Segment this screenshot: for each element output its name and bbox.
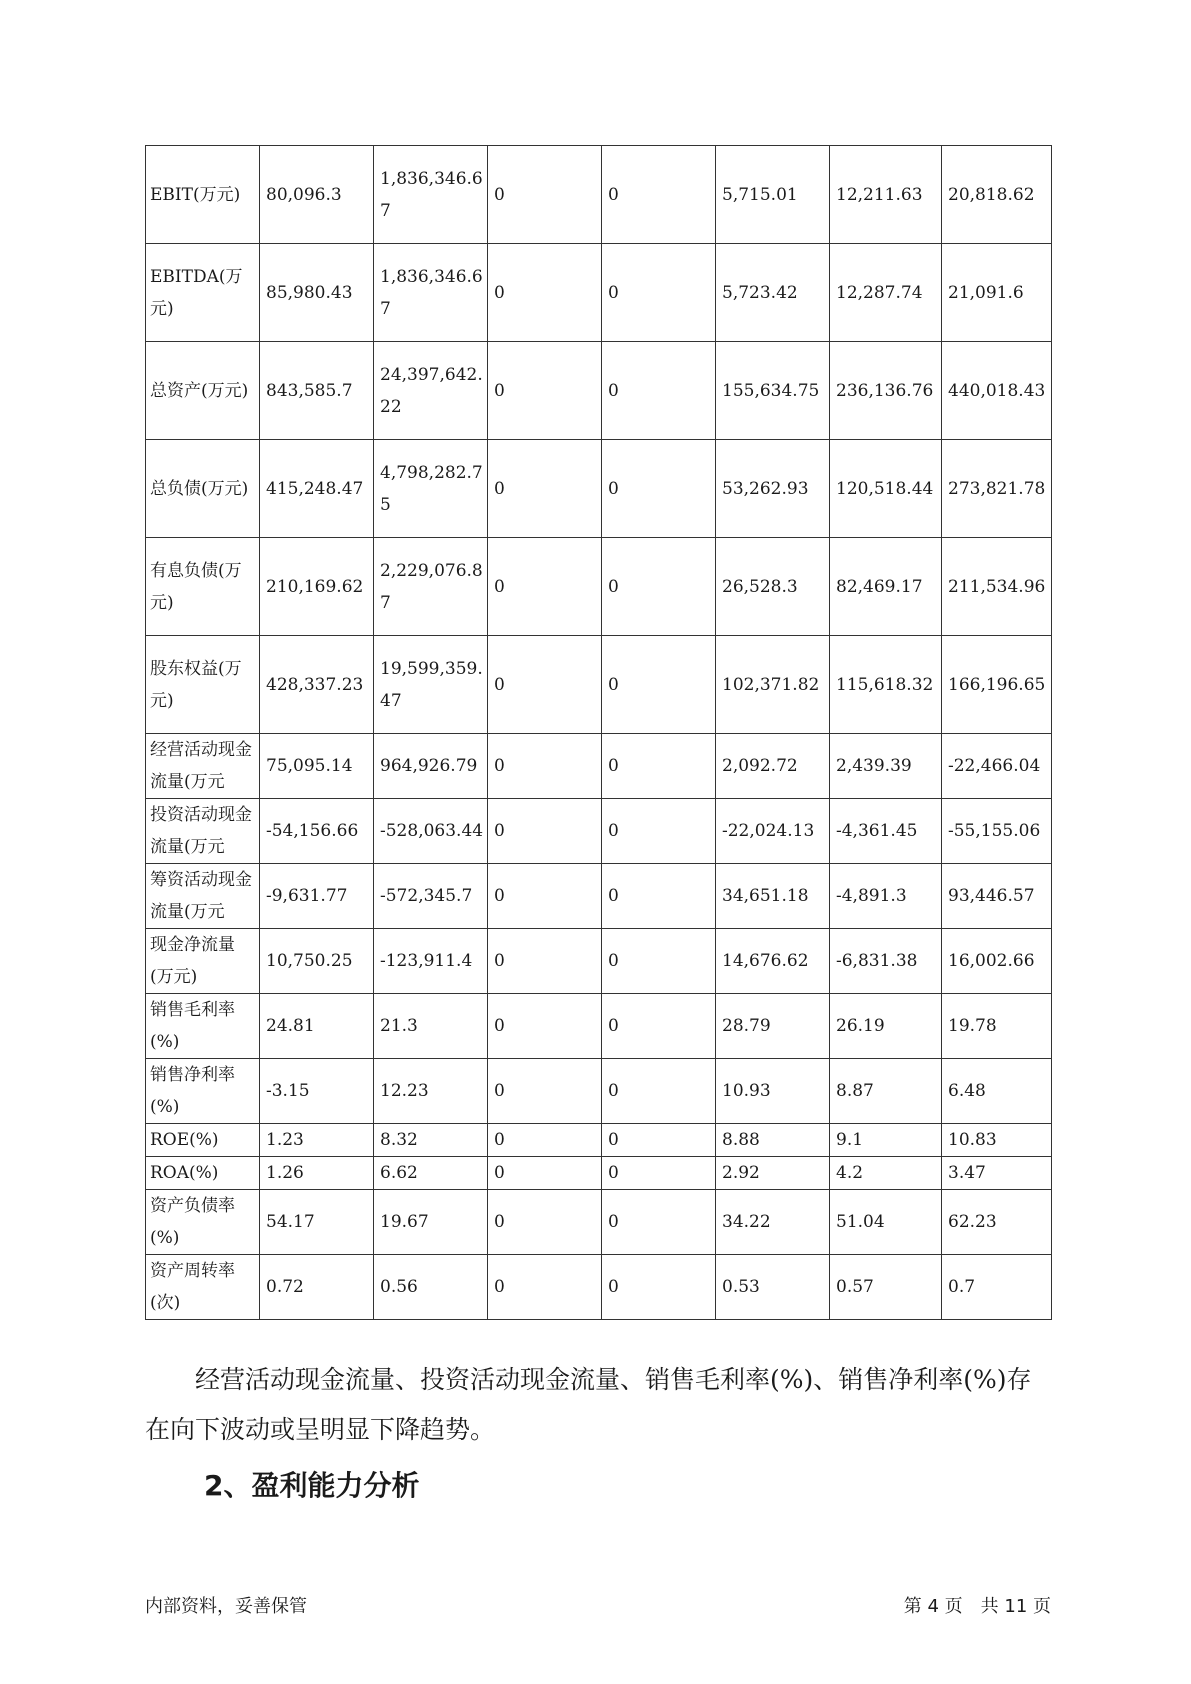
row-label: 销售净利率(%)	[146, 1059, 260, 1124]
row-label: 资产负债率(%)	[146, 1190, 260, 1255]
table-cell: -3.15	[260, 1059, 374, 1124]
table-cell: 0	[488, 994, 602, 1059]
row-label: 经营活动现金流量(万元	[146, 734, 260, 799]
table-cell: 964,926.79	[374, 734, 488, 799]
table-cell: 85,980.43	[260, 244, 374, 342]
table-cell: 120,518.44	[830, 440, 942, 538]
table-row	[146, 864, 1052, 929]
footer-page-number: 第 4 页 共 11 页	[903, 1596, 1051, 1617]
table-cell: -9,631.77	[260, 864, 374, 929]
table-cell: 0	[488, 1124, 602, 1157]
table-cell: 0	[488, 734, 602, 799]
row-label: 现金净流量(万元)	[146, 929, 260, 994]
table-cell: -55,155.06	[942, 799, 1052, 864]
table-cell: -4,361.45	[830, 799, 942, 864]
table-cell: -22,466.04	[942, 734, 1052, 799]
table-cell: 1,836,346.67	[374, 146, 488, 244]
table-cell: 21,091.6	[942, 244, 1052, 342]
section-heading: 2、盈利能力分析	[204, 1469, 420, 1502]
table-cell: 0	[602, 929, 716, 994]
table-cell: 26.19	[830, 994, 942, 1059]
table-row	[146, 929, 1052, 994]
row-label: 资产周转率(次)	[146, 1255, 260, 1320]
table-cell: -4,891.3	[830, 864, 942, 929]
table-cell: -528,063.44	[374, 799, 488, 864]
table-cell: 0	[602, 1059, 716, 1124]
table-cell: -22,024.13	[716, 799, 830, 864]
table-cell: 8.88	[716, 1124, 830, 1157]
table-cell: 0	[488, 799, 602, 864]
table-cell: 0	[602, 244, 716, 342]
table-cell: 0.72	[260, 1255, 374, 1320]
table-row	[146, 799, 1052, 864]
table-cell: 6.48	[942, 1059, 1052, 1124]
table-row	[146, 244, 1052, 342]
financial-indicators-table	[145, 145, 1052, 1320]
table-row	[146, 994, 1052, 1059]
table-cell: 0.7	[942, 1255, 1052, 1320]
table-cell: 14,676.62	[716, 929, 830, 994]
table-cell: 440,018.43	[942, 342, 1052, 440]
table-row	[146, 146, 1052, 244]
table-cell: 0	[602, 799, 716, 864]
table-cell: 0	[602, 994, 716, 1059]
table-cell: 155,634.75	[716, 342, 830, 440]
table-row	[146, 734, 1052, 799]
table-cell: 0	[488, 1059, 602, 1124]
table-cell: 20,818.62	[942, 146, 1052, 244]
table-cell: 115,618.32	[830, 636, 942, 734]
table-cell: -572,345.7	[374, 864, 488, 929]
table-cell: 210,169.62	[260, 538, 374, 636]
row-label: 筹资活动现金流量(万元	[146, 864, 260, 929]
table-cell: -6,831.38	[830, 929, 942, 994]
table-row	[146, 1059, 1052, 1124]
table-cell: 19,599,359.47	[374, 636, 488, 734]
table-cell: 3.47	[942, 1157, 1052, 1190]
table-cell: 0	[488, 864, 602, 929]
row-label: 总负债(万元)	[146, 440, 260, 538]
table-cell: 0	[488, 146, 602, 244]
table-cell: 82,469.17	[830, 538, 942, 636]
table-cell: 0	[488, 1190, 602, 1255]
table-row	[146, 1124, 1052, 1157]
table-cell: 415,248.47	[260, 440, 374, 538]
table-cell: 273,821.78	[942, 440, 1052, 538]
table-row	[146, 538, 1052, 636]
table-cell: 2,092.72	[716, 734, 830, 799]
table-cell: 102,371.82	[716, 636, 830, 734]
table-cell: 1,836,346.67	[374, 244, 488, 342]
footer-confidential-note: 内部资料，妥善保管	[145, 1596, 307, 1617]
table-cell: -54,156.66	[260, 799, 374, 864]
table-cell: 0	[602, 1124, 716, 1157]
table-cell: 5,723.42	[716, 244, 830, 342]
table-cell: 75,095.14	[260, 734, 374, 799]
table-cell: 0.56	[374, 1255, 488, 1320]
table-cell: 93,446.57	[942, 864, 1052, 929]
table-cell: 19.78	[942, 994, 1052, 1059]
table-cell: 166,196.65	[942, 636, 1052, 734]
table-cell: 10,750.25	[260, 929, 374, 994]
table-cell: 0.53	[716, 1255, 830, 1320]
table-cell: 0	[488, 929, 602, 994]
table-cell: 0	[602, 342, 716, 440]
table-cell: 34,651.18	[716, 864, 830, 929]
table-row	[146, 1190, 1052, 1255]
table-row	[146, 636, 1052, 734]
table-cell: -123,911.4	[374, 929, 488, 994]
table-cell: 236,136.76	[830, 342, 942, 440]
table-cell: 10.93	[716, 1059, 830, 1124]
row-label: 投资活动现金流量(万元	[146, 799, 260, 864]
table-cell: 2,439.39	[830, 734, 942, 799]
table-cell: 0	[602, 440, 716, 538]
table-row	[146, 1255, 1052, 1320]
table-cell: 0	[602, 538, 716, 636]
table-cell: 53,262.93	[716, 440, 830, 538]
table-cell: 0	[602, 146, 716, 244]
table-cell: 4.2	[830, 1157, 942, 1190]
table-cell: 4,798,282.75	[374, 440, 488, 538]
row-label: 总资产(万元)	[146, 342, 260, 440]
table-cell: 0	[602, 734, 716, 799]
table-cell: 10.83	[942, 1124, 1052, 1157]
table-cell: 12,211.63	[830, 146, 942, 244]
row-label: 股东权益(万元)	[146, 636, 260, 734]
row-label: 有息负债(万元)	[146, 538, 260, 636]
table-cell: 34.22	[716, 1190, 830, 1255]
table-cell: 51.04	[830, 1190, 942, 1255]
table-cell: 21.3	[374, 994, 488, 1059]
table-cell: 24,397,642.22	[374, 342, 488, 440]
table-cell: 0	[488, 244, 602, 342]
analysis-paragraph: 经营活动现金流量、投资活动现金流量、销售毛利率(%)、销售净利率(%)存在向下波动或呈明显下降趋势。	[145, 1365, 1032, 1444]
table-cell: 0.57	[830, 1255, 942, 1320]
table-cell: 9.1	[830, 1124, 942, 1157]
table-cell: 12.23	[374, 1059, 488, 1124]
table-cell: 428,337.23	[260, 636, 374, 734]
table-cell: 24.81	[260, 994, 374, 1059]
table-cell: 0	[602, 864, 716, 929]
table-body	[146, 146, 1052, 1320]
table-cell: 0	[488, 538, 602, 636]
table-cell: 0	[488, 636, 602, 734]
table-cell: 2,229,076.87	[374, 538, 488, 636]
table-cell: 0	[488, 1157, 602, 1190]
table-cell: 0	[602, 1255, 716, 1320]
table-cell: 8.87	[830, 1059, 942, 1124]
table-cell: 0	[488, 440, 602, 538]
table-row	[146, 1157, 1052, 1190]
table-cell: 26,528.3	[716, 538, 830, 636]
table-cell: 0	[602, 636, 716, 734]
table-cell: 843,585.7	[260, 342, 374, 440]
table-cell: 0	[488, 342, 602, 440]
table-cell: 28.79	[716, 994, 830, 1059]
table-cell: 211,534.96	[942, 538, 1052, 636]
table-cell: 1.23	[260, 1124, 374, 1157]
table-cell: 54.17	[260, 1190, 374, 1255]
table-cell: 0	[602, 1190, 716, 1255]
table-cell: 16,002.66	[942, 929, 1052, 994]
table-cell: 80,096.3	[260, 146, 374, 244]
table-cell: 12,287.74	[830, 244, 942, 342]
table-cell: 0	[488, 1255, 602, 1320]
table-cell: 6.62	[374, 1157, 488, 1190]
table-cell: 5,715.01	[716, 146, 830, 244]
row-label: ROE(%)	[146, 1124, 260, 1157]
table-row	[146, 440, 1052, 538]
table-row	[146, 342, 1052, 440]
table-cell: 1.26	[260, 1157, 374, 1190]
row-label: 销售毛利率(%)	[146, 994, 260, 1059]
table-cell: 0	[602, 1157, 716, 1190]
table-cell: 2.92	[716, 1157, 830, 1190]
row-label: EBIT(万元)	[146, 146, 260, 244]
row-label: EBITDA(万元)	[146, 244, 260, 342]
row-label: ROA(%)	[146, 1157, 260, 1190]
table-cell: 8.32	[374, 1124, 488, 1157]
table-cell: 19.67	[374, 1190, 488, 1255]
table-cell: 62.23	[942, 1190, 1052, 1255]
